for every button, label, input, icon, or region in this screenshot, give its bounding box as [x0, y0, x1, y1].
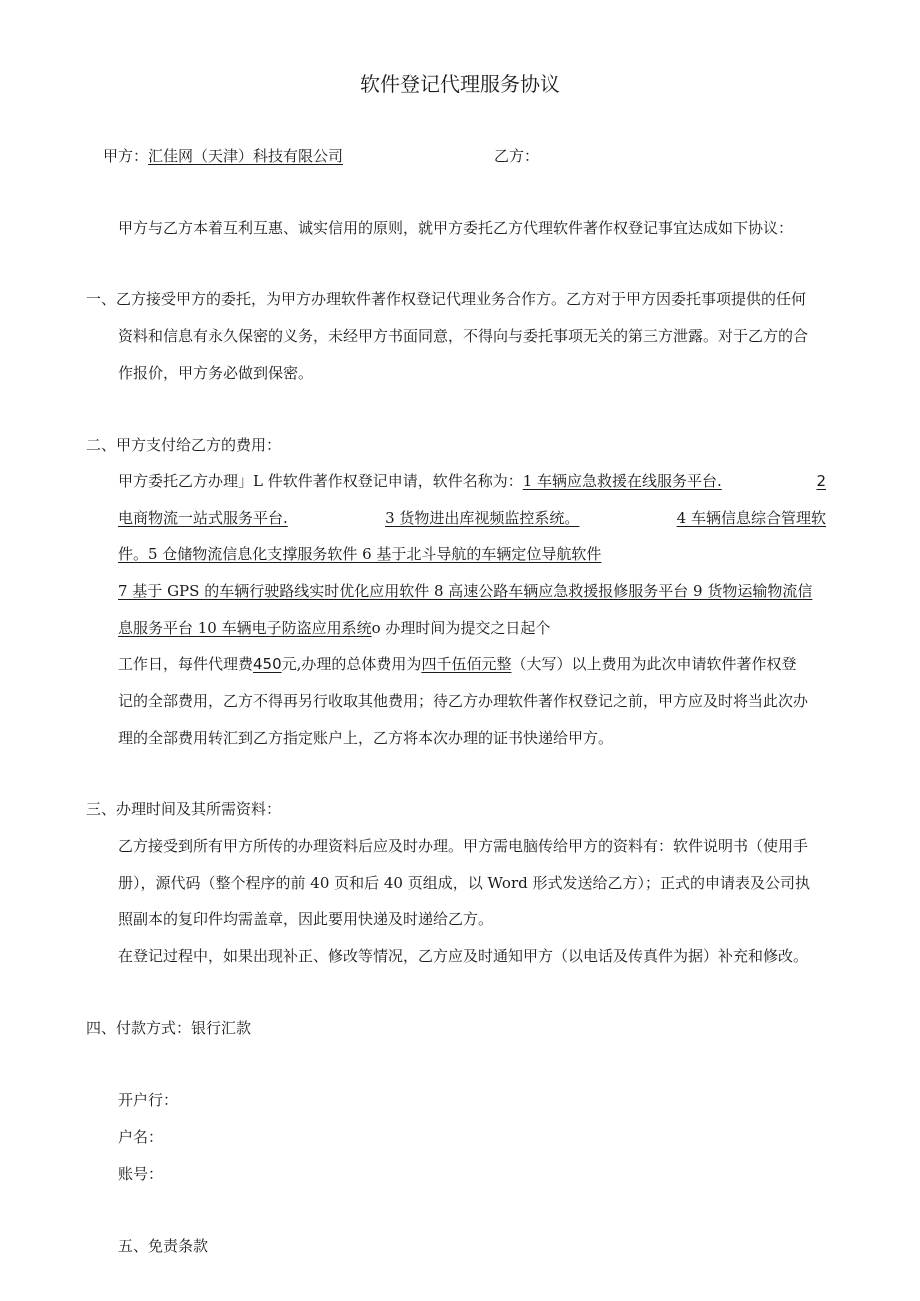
section4-heading: 四、付款方式：银行汇款 [86, 1019, 252, 1037]
section1-line3: 作报价，甲方务必做到保密。 [118, 364, 314, 382]
section3-line3: 照副本的复印件均需盖章，因此要用快递及时递给乙方。 [118, 910, 494, 928]
software-count-text: 甲方委托乙方办理」L 件软件著作权登记申请，软件名称为： [118, 472, 523, 490]
intro-paragraph: 甲方与乙方本着互利互惠、诚实信用的原则，就甲方委托乙方代理软件著作权登记事宜达成如下协议： [118, 219, 794, 237]
document-title: 软件登记代理服务协议 [360, 72, 560, 96]
fee-per-item: 450 [253, 655, 282, 673]
total-fee: 四千伍佰元整 [421, 655, 512, 673]
software-item-3: 3 货物进出库视频监控系统。 [385, 509, 580, 527]
party-a-name: 汇佳网（天津）科技有限公司 [148, 147, 344, 165]
software-item-10: 息服务平台 10 车辆电子防盗应用系统 [118, 619, 372, 637]
section3-line1: 乙方接受到所有甲方所传的办理资料后应及时办理。甲方需电脑传给甲方的资料有：软件说明书（使用手 [118, 837, 809, 855]
bank-label: 开户行： [118, 1091, 179, 1109]
software-item-4: 4 车辆信息综合管理软 [676, 509, 826, 527]
section3-heading: 三、办理时间及其所需资料： [86, 800, 282, 818]
account-name-label: 户名： [118, 1128, 164, 1146]
section2-line8: 理的全部费用转汇到乙方指定账户上，乙方将本次办理的证书快递给甲方。 [118, 729, 614, 747]
party-a-line [103, 146, 343, 166]
section3-line2: 册），源代码（整个程序的前 40 页和后 40 页组成，以 Word 形式发送给乙方）；正式的申请表及公司执 [118, 874, 810, 892]
processing-time-text: o 办理时间为提交之日起个 [371, 619, 551, 637]
section1-line2: 资料和信息有永久保密的义务，未经甲方书面同意，不得向与委托事项无关的第三方泄露。对于乙方的合 [118, 327, 809, 345]
party-b-label: 乙方： [494, 147, 540, 165]
section2-line4: 7 基于 GPS 的车辆行驶路线实时优化应用软件 8 高速公路车辆应急救援报修服务平台 9 货物运输物流信 [118, 582, 813, 600]
section2-heading: 二、甲方支付给乙方的费用： [86, 436, 282, 454]
section2-line3: 件。5 仓储物流信息化支撑服务软件 6 基于北斗导航的车辆定位导航软件 [118, 545, 602, 563]
section1-heading: 一、乙方接受甲方的委托，为甲方办理软件著作权登记代理业务合作方。乙方对于甲方因委托事项提供的任何 [86, 290, 807, 308]
party-a-label: 甲方： [103, 147, 149, 165]
section5-heading: 五、免责条款 [118, 1237, 209, 1255]
software-item-2: 电商物流一站式服务平台. [118, 509, 288, 527]
section2-line7: 记的全部费用，乙方不得再另行收取其他费用；待乙方办理软件著作权登记之前，甲方应及时将当此次办 [118, 692, 809, 710]
section2-line2 [118, 508, 826, 528]
section2-line6: 工作日，每件代理费450元,办理的总体费用为四千伍佰元整（大写）以上费用为此次申请软件著作权登 [118, 655, 797, 673]
section2-line1 [118, 471, 826, 491]
software-item-1: 1 车辆应急救援在线服务平台. [522, 472, 722, 490]
account-number-label: 账号： [118, 1165, 164, 1183]
section2-line5 [118, 618, 550, 638]
software-item-2-number: 2 [816, 472, 826, 490]
section3-line4: 在登记过程中，如果出现补正、修改等情况，乙方应及时通知甲方（以电话及传真件为据）补充和修改。 [118, 947, 809, 965]
